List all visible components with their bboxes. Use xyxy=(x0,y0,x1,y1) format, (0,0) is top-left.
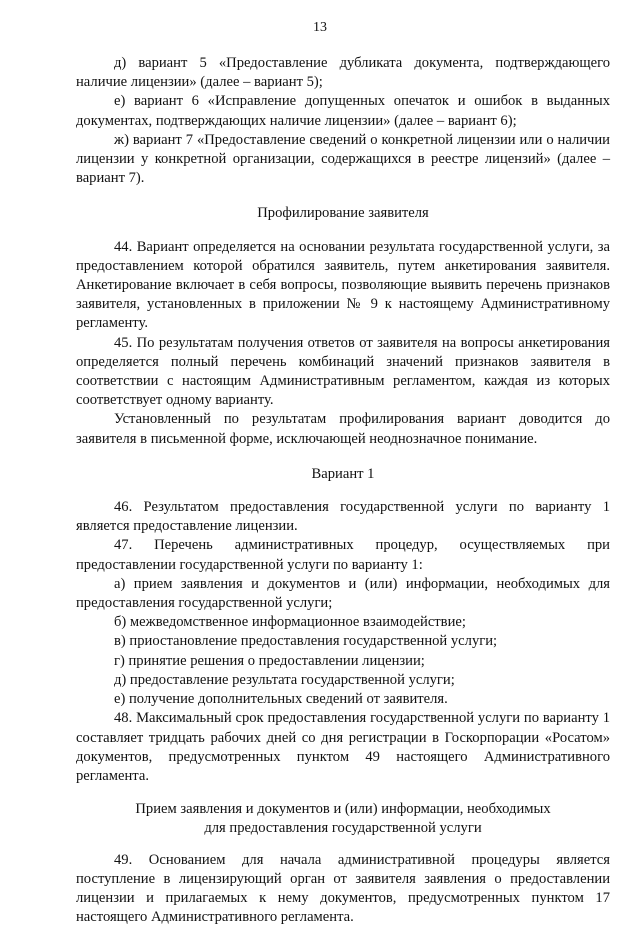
list-item-variant-7: ж) вариант 7 «Предоставление сведений о конкретной лицензии или о наличии лицензии у конкретной организации, содержащихся в реестре лицензий» (далее – вариант 7). xyxy=(76,131,610,187)
document-body xyxy=(76,54,610,927)
list-item-b: б) межведомственное информационное взаимодействие; xyxy=(114,614,466,631)
paragraph-48: 48. Максимальный срок предоставления государственной услуги по варианту 1 составляет тридцать рабочих дней со дня регистрации в Госкорпорации «Росатом» документов, предусмотренных пунктом 49 настоящего Административного регламента. xyxy=(76,710,610,784)
paragraph-46: 46. Результатом предоставления государственной услуги по варианту 1 является предоставление лицензии. xyxy=(76,499,610,535)
list-item-d: д) предоставление результата государственной услуги; xyxy=(114,671,455,688)
section-heading-profiling: Профилирование заявителя xyxy=(257,205,429,222)
section-heading-reception-line-2: для предоставления государственной услуги xyxy=(204,820,482,837)
list-item-a: а) прием заявления и документов и (или) информации, необходимых для предоставления государственной услуги; xyxy=(76,575,610,612)
page-number: 13 xyxy=(313,20,327,35)
list-item-variant-5: д) вариант 5 «Предоставление дубликата документа, подтверждающего наличие лицензии» (далее – вариант 5); xyxy=(76,55,610,91)
paragraph-47: 47. Перечень административных процедур, осуществляемых при предоставлении государственной услуги по варианту 1: xyxy=(76,537,610,573)
paragraph-profiling-result: Установленный по результатам профилирования вариант доводится до заявителя в письменной форме, исключающей неоднозначное понимание. xyxy=(76,411,610,447)
section-heading-reception xyxy=(76,800,610,838)
list-item-v: в) приостановление предоставления государственной услуги; xyxy=(114,633,498,650)
section-heading-reception-line-1: Прием заявления и документов и (или) информации, необходимых xyxy=(135,801,551,818)
list-item-e: е) получение дополнительных сведений от заявителя. xyxy=(114,691,448,708)
paragraph-49: 49. Основанием для начала административной процедуры является поступление в лицензирующий орган от заявителя заявления о предоставлении лицензии и прилагаемых к нему документов, предусмотренных пунктом 17 настоящего Административного регламента. xyxy=(76,851,610,926)
list-item-g: г) принятие решения о предоставлении лицензии; xyxy=(114,652,425,669)
list-item-variant-6: е) вариант 6 «Исправление допущенных опечаток и ошибок в выданных документах, подтверждающих наличие лицензии» (далее – вариант 6); xyxy=(76,93,610,129)
paragraph-45: 45. По результатам получения ответов от заявителя на вопросы анкетирования определяется полный перечень комбинаций значений признаков заявителя в соответствии с настоящим Административным регламентом, каждая из которых соответствует одному варианту. xyxy=(76,334,610,409)
section-heading-variant-1: Вариант 1 xyxy=(311,465,375,482)
paragraph-44: 44. Вариант определяется на основании результата государственной услуги, за предоставлением которой обратился заявитель, путем анкетирования заявителя. Анкетирование включает в себя вопросы, позволяющие выявить перечень признаков заявителя, установленных в приложении № 9 к настоящему Административному регламенту. xyxy=(76,238,610,332)
